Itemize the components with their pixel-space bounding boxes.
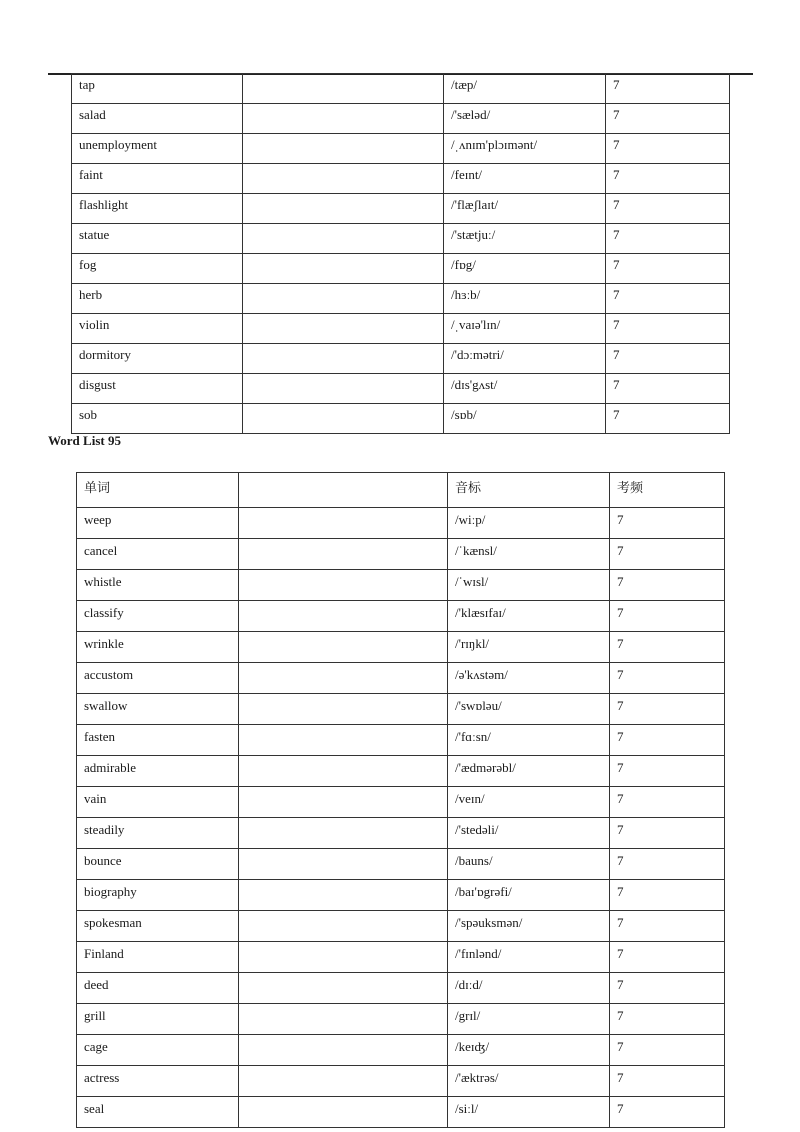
table-row (77, 818, 725, 849)
cell-word: fasten (77, 725, 239, 756)
cell-meaning (239, 601, 448, 632)
cell-phonetic: /grɪl/ (448, 1004, 610, 1035)
cell-phonetic: /tæp/ (444, 74, 606, 104)
cell-word: classify (77, 601, 239, 632)
cell-meaning (239, 1004, 448, 1035)
cell-phonetic: /'klæsɪfaɪ/ (448, 601, 610, 632)
cell-word: faint (72, 164, 243, 194)
cell-meaning (239, 942, 448, 973)
cell-meaning (243, 404, 444, 434)
table-row (72, 104, 730, 134)
table-row (72, 314, 730, 344)
cell-meaning (243, 284, 444, 314)
cell-word: swallow (77, 694, 239, 725)
cell-meaning (239, 694, 448, 725)
cell-phonetic: /'stedəli/ (448, 818, 610, 849)
cell-word: dormitory (72, 344, 243, 374)
cell-phonetic: /veɪn/ (448, 787, 610, 818)
cell-frequency: 7 (610, 508, 725, 539)
table-row (72, 254, 730, 284)
table-row (77, 1097, 725, 1128)
cell-frequency: 7 (610, 663, 725, 694)
cell-phonetic: /keɪʤ/ (448, 1035, 610, 1066)
cell-phonetic: /baɪ'ɒgrəfi/ (448, 880, 610, 911)
cell-word: wrinkle (77, 632, 239, 663)
cell-frequency: 7 (610, 1097, 725, 1128)
cell-frequency: 7 (610, 756, 725, 787)
cell-frequency: 7 (610, 880, 725, 911)
cell-word: bounce (77, 849, 239, 880)
header-phonetic: 音标 (448, 473, 610, 508)
cell-frequency: 7 (606, 284, 730, 314)
cell-phonetic: /'swɒləu/ (448, 694, 610, 725)
cell-phonetic: /bauns/ (448, 849, 610, 880)
cell-word: violin (72, 314, 243, 344)
cell-frequency: 7 (610, 632, 725, 663)
cell-phonetic: /dɪːd/ (448, 973, 610, 1004)
cell-frequency: 7 (606, 344, 730, 374)
cell-word: accustom (77, 663, 239, 694)
cell-word: sob (72, 404, 243, 434)
table-row (72, 134, 730, 164)
table-row (72, 224, 730, 254)
cell-meaning (239, 1097, 448, 1128)
cell-phonetic: /hɜːb/ (444, 284, 606, 314)
cell-phonetic: /'æktrəs/ (448, 1066, 610, 1097)
cell-frequency: 7 (610, 973, 725, 1004)
cell-meaning (243, 194, 444, 224)
cell-word: Finland (77, 942, 239, 973)
cell-phonetic: /ˌvaɪə'lɪn/ (444, 314, 606, 344)
cell-meaning (239, 632, 448, 663)
cell-meaning (239, 911, 448, 942)
cell-meaning (239, 1066, 448, 1097)
cell-phonetic: /ˈwɪsl/ (448, 570, 610, 601)
cell-frequency: 7 (610, 601, 725, 632)
cell-word: cancel (77, 539, 239, 570)
table-row (77, 849, 725, 880)
cell-frequency: 7 (610, 787, 725, 818)
cell-meaning (239, 570, 448, 601)
cell-meaning (243, 344, 444, 374)
table-row (72, 194, 730, 224)
table-row (77, 787, 725, 818)
cell-word: weep (77, 508, 239, 539)
cell-phonetic: /siːl/ (448, 1097, 610, 1128)
cell-meaning (243, 224, 444, 254)
cell-meaning (243, 164, 444, 194)
table-row (72, 284, 730, 314)
cell-phonetic: /feɪnt/ (444, 164, 606, 194)
cell-frequency: 7 (606, 404, 730, 434)
table-row (77, 942, 725, 973)
cell-frequency: 7 (610, 849, 725, 880)
table-row (77, 508, 725, 539)
cell-word: herb (72, 284, 243, 314)
cell-meaning (239, 508, 448, 539)
cell-frequency: 7 (606, 74, 730, 104)
cell-phonetic: /'spəuksmən/ (448, 911, 610, 942)
cell-phonetic: /'fɑːsn/ (448, 725, 610, 756)
cell-word: spokesman (77, 911, 239, 942)
cell-meaning (239, 818, 448, 849)
cell-phonetic: /'ædmərəbl/ (448, 756, 610, 787)
cell-frequency: 7 (610, 911, 725, 942)
table-row (77, 756, 725, 787)
cell-frequency: 7 (606, 194, 730, 224)
table-row (77, 539, 725, 570)
cell-word: grill (77, 1004, 239, 1035)
cell-phonetic: /'rɪŋkl/ (448, 632, 610, 663)
table-row (77, 1004, 725, 1035)
cell-word: admirable (77, 756, 239, 787)
table-row (72, 74, 730, 104)
cell-meaning (243, 104, 444, 134)
table-row (72, 404, 730, 434)
cell-frequency: 7 (610, 1066, 725, 1097)
cell-phonetic: /dɪs'gʌst/ (444, 374, 606, 404)
table-row (77, 570, 725, 601)
cell-word: whistle (77, 570, 239, 601)
cell-phonetic: /'flæʃlaɪt/ (444, 194, 606, 224)
cell-word: deed (77, 973, 239, 1004)
cell-phonetic: /ˌʌnɪm'plɔɪmənt/ (444, 134, 606, 164)
cell-word: flashlight (72, 194, 243, 224)
table-row (77, 694, 725, 725)
cell-meaning (239, 756, 448, 787)
cell-frequency: 7 (610, 1035, 725, 1066)
cell-meaning (239, 849, 448, 880)
word-table-continued-body (72, 74, 730, 434)
cell-phonetic: /sɒb/ (444, 404, 606, 434)
cell-meaning (239, 539, 448, 570)
cell-phonetic: /ə'kʌstəm/ (448, 663, 610, 694)
cell-frequency: 7 (606, 134, 730, 164)
header-meaning (239, 473, 448, 508)
table-row (77, 1066, 725, 1097)
cell-frequency: 7 (606, 314, 730, 344)
cell-phonetic: /'dɔːmətri/ (444, 344, 606, 374)
cell-word: actress (77, 1066, 239, 1097)
cell-word: vain (77, 787, 239, 818)
cell-frequency: 7 (606, 164, 730, 194)
cell-word: steadily (77, 818, 239, 849)
cell-phonetic: /'fɪnlənd/ (448, 942, 610, 973)
cell-word: cage (77, 1035, 239, 1066)
cell-frequency: 7 (606, 374, 730, 404)
cell-meaning (239, 973, 448, 1004)
header-word: 单词 (77, 473, 239, 508)
cell-word: fog (72, 254, 243, 284)
word-list-95-table (76, 472, 725, 1128)
cell-phonetic: /ˈkænsl/ (448, 539, 610, 570)
table-row (72, 344, 730, 374)
cell-phonetic: /fɒg/ (444, 254, 606, 284)
table-row (77, 911, 725, 942)
cell-word: salad (72, 104, 243, 134)
cell-meaning (243, 254, 444, 284)
cell-word: statue (72, 224, 243, 254)
cell-frequency: 7 (610, 539, 725, 570)
cell-word: unemployment (72, 134, 243, 164)
cell-frequency: 7 (610, 725, 725, 756)
word-table-continued (71, 73, 730, 434)
header-frequency: 考频 (610, 473, 725, 508)
cell-meaning (239, 880, 448, 911)
table-row (77, 1035, 725, 1066)
cell-frequency: 7 (606, 104, 730, 134)
cell-phonetic: /'stætjuː/ (444, 224, 606, 254)
cell-frequency: 7 (610, 942, 725, 973)
table-row (77, 601, 725, 632)
cell-meaning (239, 663, 448, 694)
table-row (77, 632, 725, 663)
word-list-95-body (77, 508, 725, 1128)
cell-frequency: 7 (610, 694, 725, 725)
cell-meaning (243, 134, 444, 164)
cell-frequency: 7 (606, 254, 730, 284)
cell-frequency: 7 (606, 224, 730, 254)
table-row (77, 725, 725, 756)
cell-phonetic: /wiːp/ (448, 508, 610, 539)
cell-frequency: 7 (610, 570, 725, 601)
cell-word: seal (77, 1097, 239, 1128)
cell-phonetic: /'sæləd/ (444, 104, 606, 134)
cell-meaning (243, 374, 444, 404)
table-row (72, 374, 730, 404)
cell-meaning (243, 314, 444, 344)
cell-frequency: 7 (610, 818, 725, 849)
cell-meaning (243, 74, 444, 104)
table-row (77, 973, 725, 1004)
table-row (77, 663, 725, 694)
table-row (77, 880, 725, 911)
cell-meaning (239, 1035, 448, 1066)
table-row (72, 164, 730, 194)
cell-meaning (239, 787, 448, 818)
cell-frequency: 7 (610, 1004, 725, 1035)
cell-meaning (239, 725, 448, 756)
section-title: Word List 95 (48, 433, 121, 448)
cell-word: disgust (72, 374, 243, 404)
cell-word: tap (72, 74, 243, 104)
table-header-row (77, 473, 725, 508)
cell-word: biography (77, 880, 239, 911)
